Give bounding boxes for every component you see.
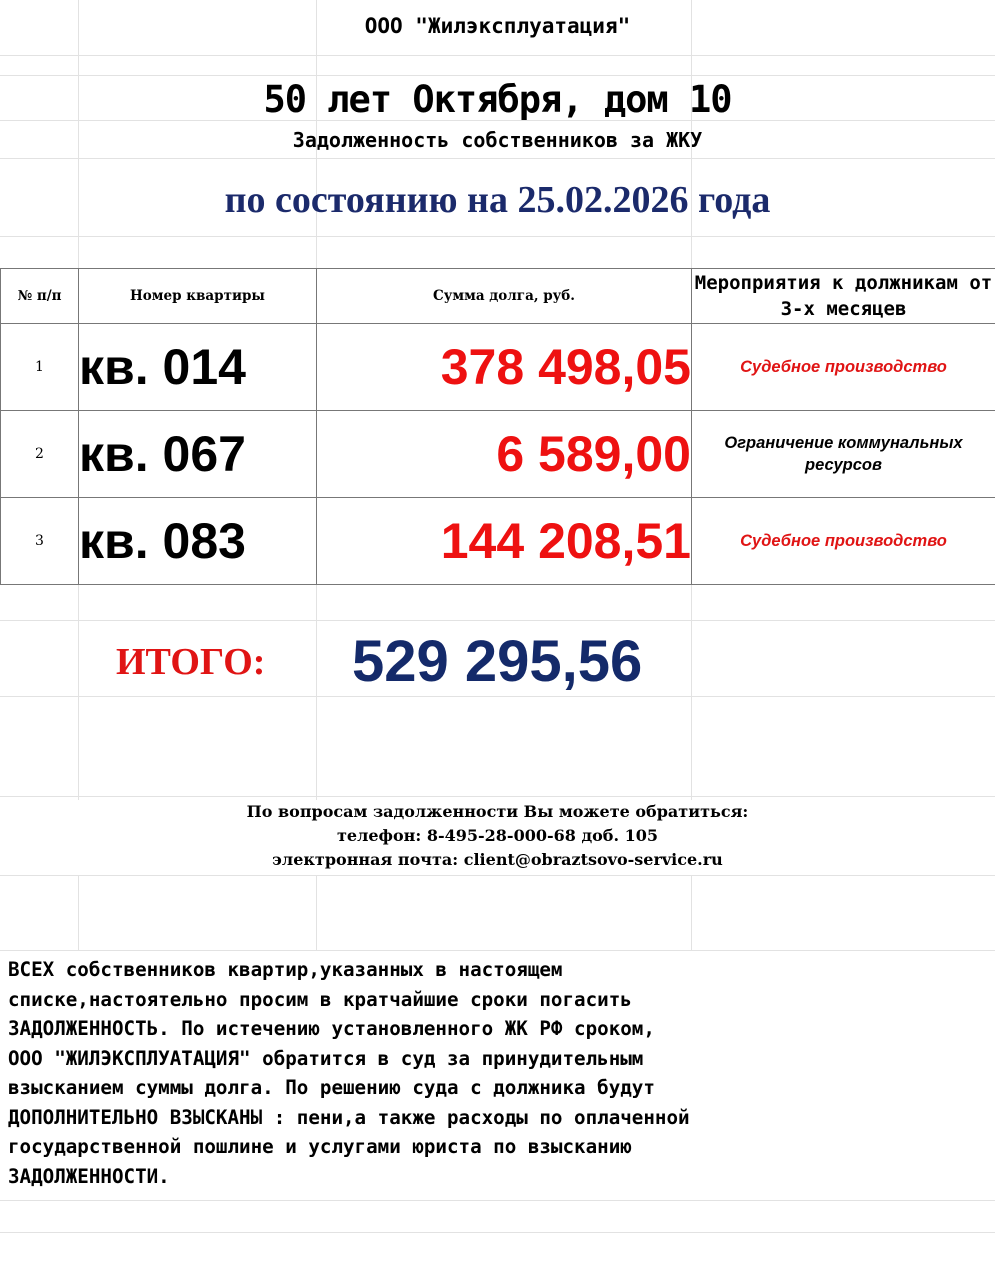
contact-intro: По вопросам задолженности Вы можете обратиться: xyxy=(246,802,749,821)
col-header-measures xyxy=(692,269,995,324)
debt-measure: Ограничение коммунальных ресурсов xyxy=(692,411,995,498)
contact-phone: телефон: 8-495-28-000-68 доб. 105 xyxy=(337,826,658,845)
apartment-number: кв. 083 xyxy=(79,498,317,585)
row-number: 3 xyxy=(1,498,79,585)
col-header-num: № п/п xyxy=(1,269,79,324)
table-row xyxy=(1,411,995,498)
col-header-apartment: Номер квартиры xyxy=(79,269,317,324)
debt-amount: 6 589,00 xyxy=(317,411,692,498)
total-label: ИТОГО: xyxy=(116,641,266,683)
table-row xyxy=(1,324,995,411)
total-value: 529 295,56 xyxy=(352,629,643,694)
row-number: 2 xyxy=(1,411,79,498)
debt-measure: Судебное производство xyxy=(692,324,995,411)
report-date: по состоянию на 25.02.2026 года xyxy=(224,179,771,221)
building-address: 50 лет Октября, дом 10 xyxy=(263,78,732,121)
debt-measure: Судебное производство xyxy=(692,498,995,585)
col-header-measures-text: Мероприятия к должникам от 3-х месяцев xyxy=(694,272,993,320)
apartment-number: кв. 014 xyxy=(79,324,317,411)
apartment-number: кв. 067 xyxy=(79,411,317,498)
col-header-amount: Сумма долга, руб. xyxy=(317,269,692,324)
debt-amount: 378 498,05 xyxy=(317,324,692,411)
report-subtitle: Задолженность собственников за ЖКУ xyxy=(292,128,703,152)
table-row xyxy=(1,498,995,585)
debt-notice: ВСЕХ собственников квартир,указанных в настоящем списке,настоятельно просим в кратчайшие сроки погасить ЗАДОЛЖЕННОСТЬ. По истечению установленного ЖК РФ сроком, ООО "ЖИЛЭКСПЛУАТАЦИЯ" обратится в суд за принудительным взысканием суммы долга. По решению суда с должника будут ДОПОЛНИТЕЛЬНО ВЗЫСКАНЫ : пени,а также расходы по оплаченной государственной пошлине и услугами юриста по взысканию ЗАДОЛЖЕННОСТИ. xyxy=(8,958,690,1188)
debt-amount: 144 208,51 xyxy=(317,498,692,585)
table-header-row xyxy=(1,269,995,324)
debt-table xyxy=(0,268,995,585)
row-number: 1 xyxy=(1,324,79,411)
company-name: ООО "Жилэксплуатация" xyxy=(364,14,631,38)
contact-email: электронная почта: client@obraztsovo-service.ru xyxy=(272,850,723,869)
